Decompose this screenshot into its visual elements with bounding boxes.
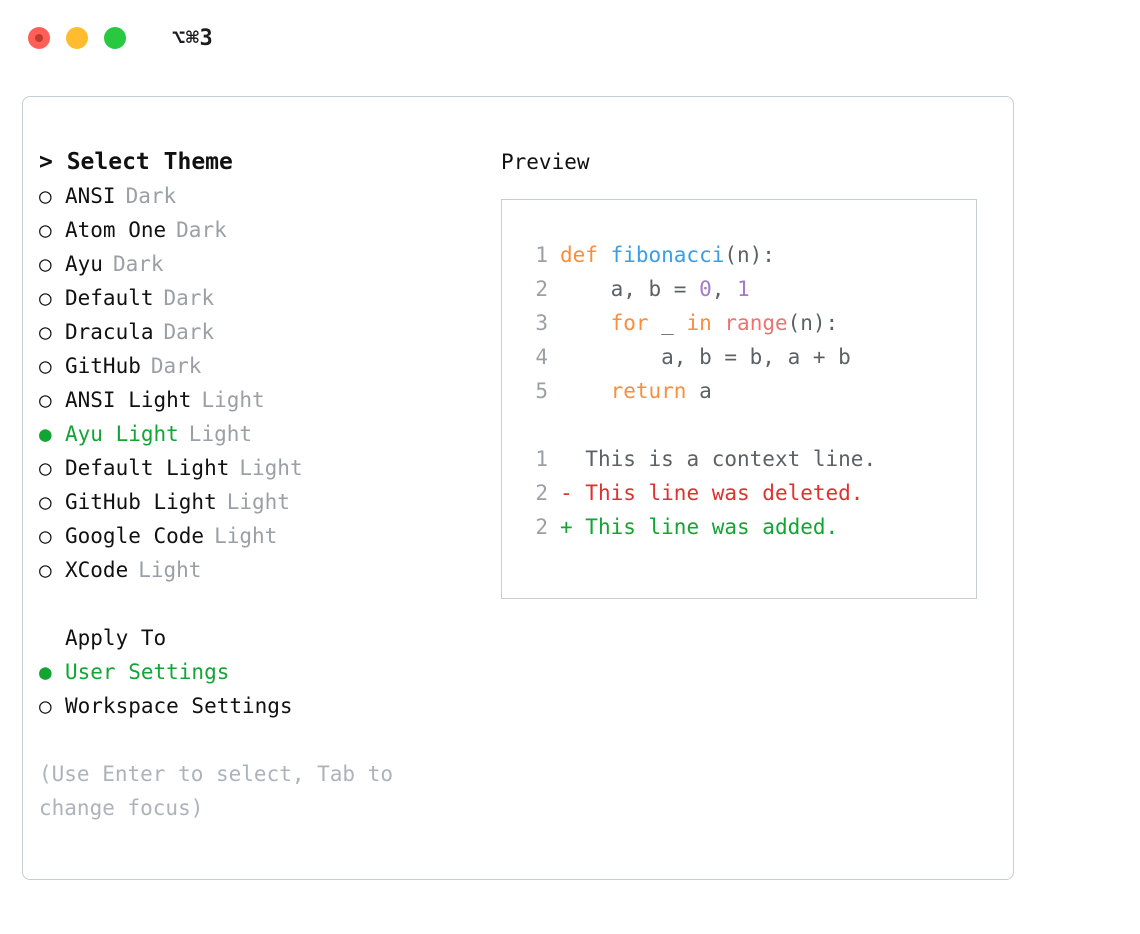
radio-unselected-icon: ○ (39, 184, 52, 208)
code-token: a (686, 379, 712, 403)
theme-option[interactable] (39, 383, 479, 417)
main-panel (22, 96, 1014, 880)
line-number: 5 (535, 379, 548, 403)
radio-unselected-icon: ○ (39, 490, 52, 514)
diff-marker: + (560, 515, 573, 539)
theme-option-label: GitHub Light (65, 490, 217, 514)
theme-option[interactable] (39, 485, 479, 519)
preview-heading: Preview (501, 150, 590, 174)
code-token: (n): (787, 311, 839, 335)
line-number: 4 (535, 345, 548, 369)
apply-to-option[interactable] (39, 689, 479, 723)
theme-option-tag: Light (138, 558, 202, 582)
radio-selected-icon: ● (39, 422, 52, 446)
select-theme-heading: > Select Theme (39, 149, 233, 175)
radio-unselected-icon: ○ (39, 252, 52, 276)
diff-text: This line was added. (572, 515, 839, 539)
code-token: range (724, 311, 788, 335)
theme-option-tag: Light (239, 456, 303, 480)
minimize-icon[interactable] (66, 27, 88, 49)
theme-option[interactable] (39, 519, 479, 553)
preview-column (501, 145, 1001, 599)
theme-option-tag: Dark (163, 286, 215, 310)
line-number: 2 (535, 515, 548, 539)
theme-option[interactable] (39, 417, 479, 451)
code-token: def (560, 243, 611, 267)
code-token (560, 379, 611, 403)
code-line (520, 238, 976, 272)
line-number: 2 (535, 277, 548, 301)
radio-selected-icon: ● (39, 660, 52, 684)
code-token: 0 (699, 277, 712, 301)
theme-option-label: Dracula (65, 320, 154, 344)
diff-marker (560, 442, 573, 476)
code-text (560, 374, 712, 408)
radio-unselected-icon: ○ (39, 524, 52, 548)
code-token (560, 311, 611, 335)
diff-line (520, 510, 976, 544)
title-bar (0, 0, 1140, 76)
close-icon[interactable] (28, 27, 50, 49)
code-preview (520, 238, 976, 408)
radio-unselected-icon: ○ (39, 320, 52, 344)
code-token: 1 (737, 277, 750, 301)
apply-to-option[interactable] (39, 655, 479, 689)
theme-option-label: Google Code (65, 524, 205, 548)
theme-option-list (39, 179, 479, 587)
code-token: _ (648, 311, 687, 335)
diff-marker: - (560, 481, 573, 505)
code-token: , (711, 277, 738, 301)
diff-text: This line was deleted. (572, 481, 864, 505)
keyboard-hint: (Use Enter to select, Tab to change focus) (39, 762, 406, 820)
shortcut-label: ⌥⌘3 (172, 25, 214, 51)
code-text (560, 306, 838, 340)
apply-to-option-list (39, 655, 479, 723)
maximize-icon[interactable] (104, 27, 126, 49)
preview-gap (520, 408, 976, 442)
radio-unselected-icon: ○ (39, 354, 52, 378)
line-number: 3 (535, 311, 548, 335)
theme-option[interactable] (39, 281, 479, 315)
line-number: 1 (535, 447, 548, 471)
code-text (560, 238, 775, 272)
code-token: fibonacci (610, 243, 725, 267)
diff-line (520, 442, 976, 476)
theme-option-tag: Dark (163, 320, 215, 344)
theme-option[interactable] (39, 315, 479, 349)
theme-option-tag: Light (226, 490, 290, 514)
theme-option-label: Ayu Light (65, 422, 179, 446)
code-line (520, 340, 976, 374)
theme-option-label: XCode (65, 558, 129, 582)
code-line (520, 374, 976, 408)
radio-unselected-icon: ○ (39, 558, 52, 582)
code-text (560, 340, 851, 374)
code-token: a, b = (560, 277, 700, 301)
theme-option-tag: Dark (176, 218, 227, 242)
theme-option-label: Default Light (65, 456, 230, 480)
code-token: a, b = b, a + b (560, 345, 851, 369)
diff-text: This is a context line. (572, 447, 877, 471)
theme-option[interactable] (39, 553, 479, 587)
theme-option-label: ANSI Light (65, 388, 192, 412)
theme-option[interactable] (39, 179, 479, 213)
radio-unselected-icon: ○ (39, 694, 52, 718)
theme-selector-column (39, 145, 479, 825)
apply-to-option-label: Workspace Settings (65, 694, 293, 718)
spacer (39, 587, 479, 621)
apply-to-option-label: User Settings (65, 660, 230, 684)
apply-to-heading: Apply To (65, 626, 167, 650)
radio-unselected-icon: ○ (39, 218, 52, 242)
diff-line (520, 476, 976, 510)
theme-option-tag: Light (201, 388, 265, 412)
diff-preview (520, 442, 976, 544)
code-token: in (686, 311, 712, 335)
theme-option-label: Default (65, 286, 154, 310)
theme-option-label: ANSI (65, 184, 116, 208)
theme-option-label: Ayu (65, 252, 103, 276)
theme-option-tag: Dark (112, 252, 164, 276)
theme-option-label: Atom One (65, 218, 167, 242)
radio-unselected-icon: ○ (39, 286, 52, 310)
code-token: (n): (724, 243, 775, 267)
theme-option-label: GitHub (65, 354, 141, 378)
theme-option-tag: Dark (150, 354, 202, 378)
panel-content (23, 97, 1013, 879)
theme-option[interactable] (39, 349, 479, 383)
theme-option-tag: Light (188, 422, 253, 446)
code-token (712, 311, 725, 335)
code-token: return (610, 379, 687, 403)
theme-option[interactable] (39, 213, 479, 247)
line-number: 2 (535, 481, 548, 505)
radio-unselected-icon: ○ (39, 388, 52, 412)
theme-option[interactable] (39, 451, 479, 485)
theme-option-tag: Light (214, 524, 278, 548)
preview-box (501, 199, 977, 599)
radio-unselected-icon: ○ (39, 456, 52, 480)
code-text (560, 272, 750, 306)
theme-option-tag: Dark (125, 184, 177, 208)
code-line (520, 306, 976, 340)
code-token: for (610, 311, 649, 335)
line-number: 1 (535, 243, 548, 267)
traffic-lights (28, 27, 126, 49)
theme-option[interactable] (39, 247, 479, 281)
code-line (520, 272, 976, 306)
